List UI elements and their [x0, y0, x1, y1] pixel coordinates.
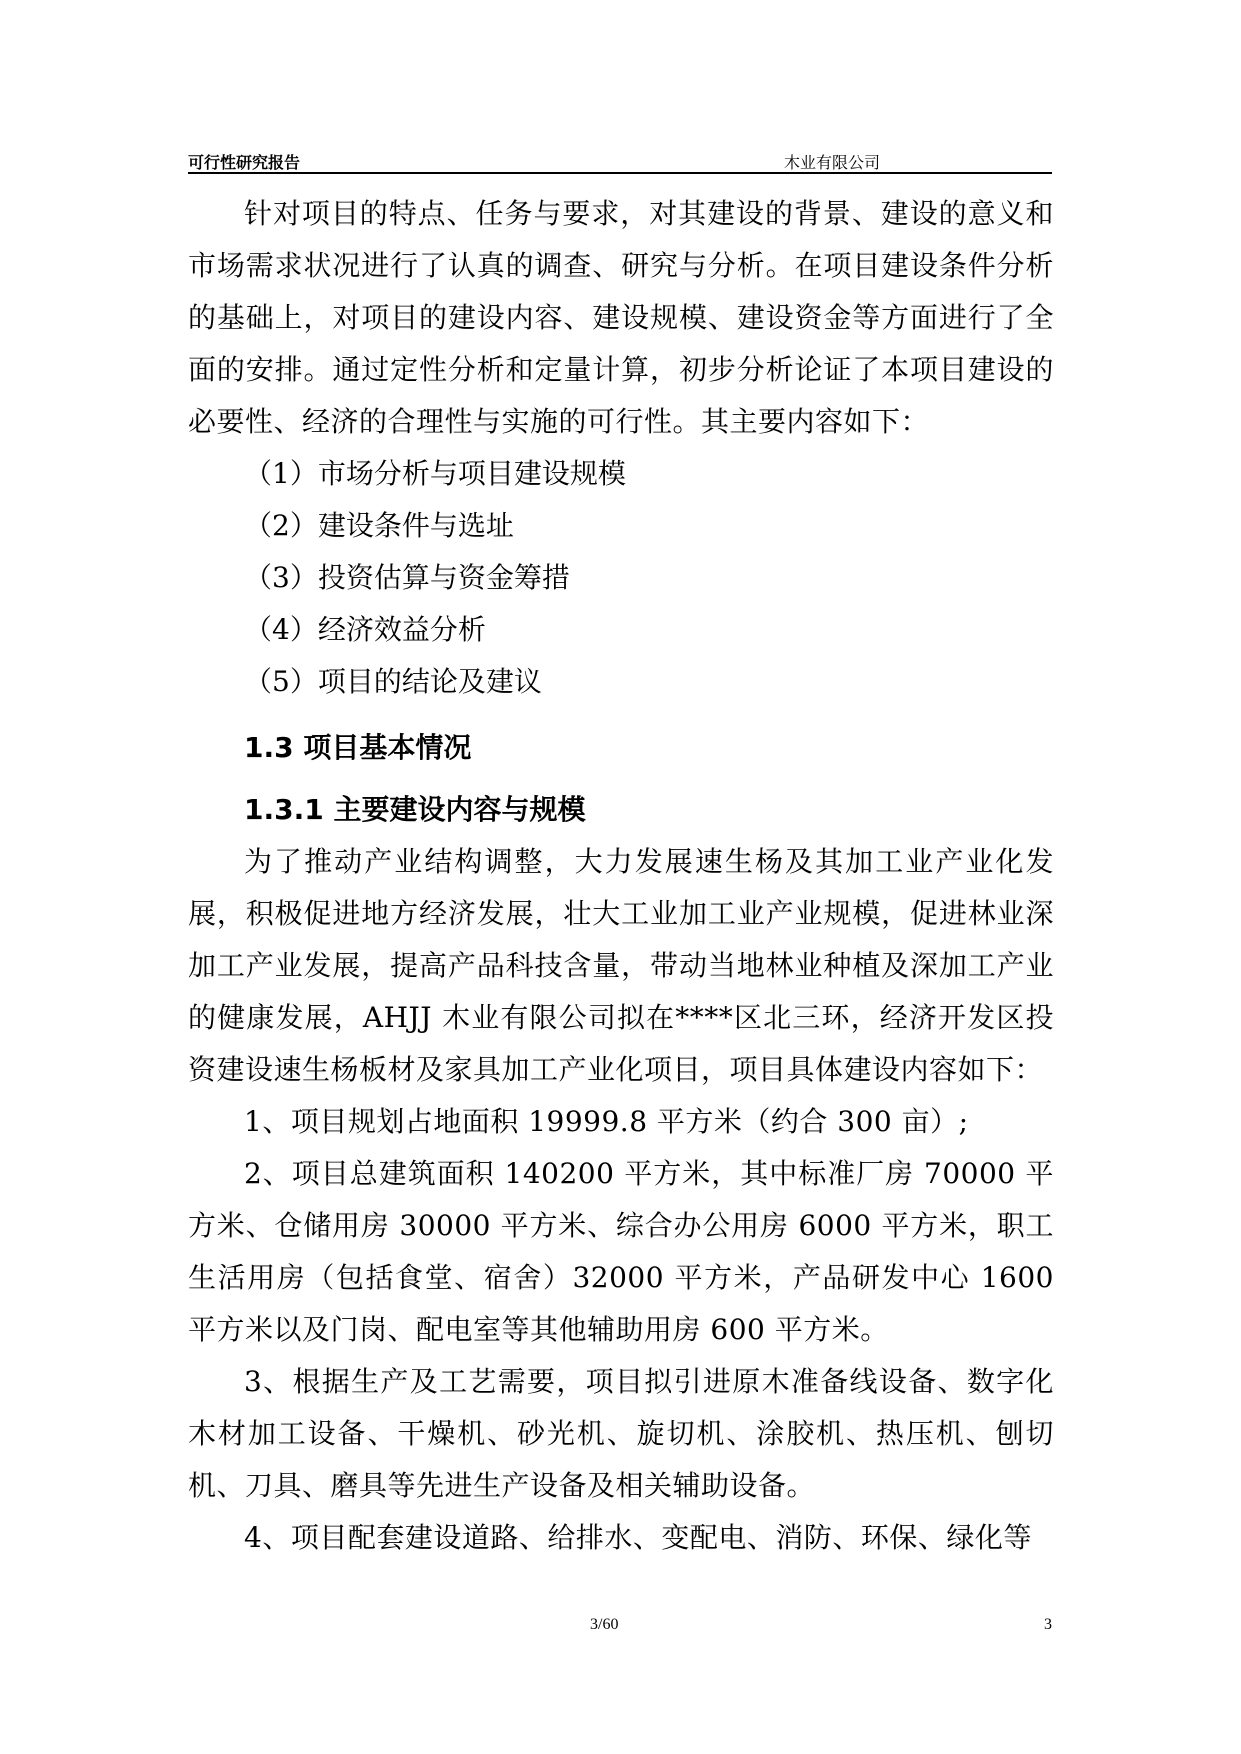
land-area-paragraph: 1、项目规划占地面积 19999.8 平方米（约合 300 亩）; — [244, 1105, 969, 1138]
document-body — [188, 188, 1054, 1564]
supporting-facilities-paragraph: 4、项目配套建设道路、给排水、变配电、消防、环保、绿化等 — [244, 1521, 1032, 1554]
equipment-paragraph: 3、根据生产及工艺需要，项目拟引进原木准备线设备、数字化木材加工设备、干燥机、砂光机、旋切机、涂胶机、热压机、刨切机、刀具、磨具等先进生产设备及相关辅助设备。 — [188, 1365, 1054, 1502]
page-header — [188, 150, 1052, 174]
list-item: （5）项目的结论及建议 — [244, 665, 542, 698]
section-heading-1-3: 1.3 项目基本情况 — [244, 731, 472, 764]
header-company-name: 木业有限公司 — [784, 153, 881, 172]
header-report-title: 可行性研究报告 — [188, 153, 301, 172]
construction-paragraph: 为了推动产业结构调整，大力发展速生杨及其加工业产业化发展，积极促进地方经济发展，壮大工业加工业产业规模，促进林业深加工产业发展，提高产品科技含量，带动当地林业种植及深加工产业的健康发展，AHJJ 木业有限公司拟在****区北三环，经济开发区投资建设速生杨板材及家具加工产业化项目，项目具体建设内容如下： — [188, 845, 1054, 1086]
page-number-of-total: 3/60 — [590, 1616, 619, 1633]
page-number: 3 — [1044, 1616, 1052, 1633]
list-item: （2）建设条件与选址 — [244, 509, 514, 542]
section-heading-1-3-1: 1.3.1 主要建设内容与规模 — [244, 793, 586, 826]
list-item: （1）市场分析与项目建设规模 — [244, 457, 626, 490]
intro-paragraph: 针对项目的特点、任务与要求，对其建设的背景、建设的意义和市场需求状况进行了认真的调查、研究与分析。在项目建设条件分析的基础上，对项目的建设内容、建设规模、建设资金等方面进行了全面的安排。通过定性分析和定量计算，初步分析论证了本项目建设的必要性、经济的合理性与实施的可行性。其主要内容如下： — [188, 197, 1054, 438]
list-item: （3）投资估算与资金筹措 — [244, 561, 570, 594]
list-item: （4）经济效益分析 — [244, 613, 486, 646]
building-area-paragraph: 2、项目总建筑面积 140200 平方米，其中标准厂房 70000 平方米、仓储用房 30000 平方米、综合办公用房 6000 平方米，职工生活用房（包括食堂、宿舍）32000 平方米，产品研发中心 1600 平方米以及门岗、配电室等其他辅助用房 600 平方米。 — [188, 1157, 1054, 1346]
